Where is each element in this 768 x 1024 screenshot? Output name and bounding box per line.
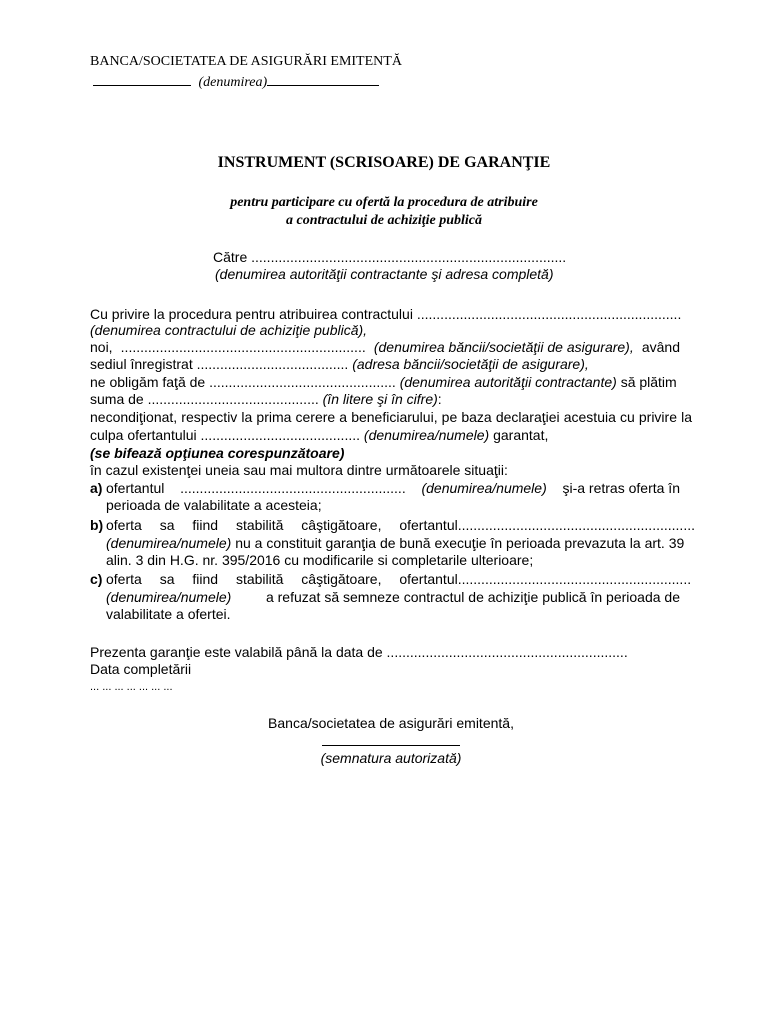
body-line-10: în cazul existenţei uneia sau mai multora dintre următoarele situaţii: [90,462,508,478]
option-a-line-2: perioada de valabilitate a acesteia; [106,497,322,513]
option-c-line-3: valabilitate a ofertei. [106,606,231,622]
option-c-line-2: (denumirea/numele) a refuzat să semneze contractul de achiziţie publică în perioada de [106,589,680,605]
option-b-line-2: (denumirea/numele) nu a constituit garanţia de bună execuţie în perioada prevazuta la art. 39 [106,535,685,551]
issuer-name-line [93,73,379,92]
option-a-label[interactable]: a) [90,480,103,496]
signature-line [322,745,460,746]
signature-issuer: Banca/societatea de asigurări emitentă, [268,715,514,731]
subtitle-line-2: a contractului de achiziţie publică [285,213,482,228]
body-line-4: sediul înregistrat ....................................... (adresa băncii/societăţii de asigurare), [90,356,589,372]
body-line-2: (denumirea contractului de achiziţie publică), [90,322,368,338]
addressee-hint: (denumirea autorităţii contractante şi adresa completă) [215,266,554,282]
issuer-heading: BANCA/SOCIETATEA DE ASIGURĂRI EMITENTĂ [90,54,402,69]
option-instruction: (se bifează opţiunea corespunzătoare) [90,445,345,461]
body-line-3: noi, ............................................................... (denumirea băncii/societăţii de asigurare), având [90,339,680,355]
signature-hint: (semnatura autorizată) [320,750,462,766]
option-c-label[interactable]: c) [90,571,103,587]
option-b-label[interactable]: b) [90,517,104,533]
body-line-1: Cu privire la procedura pentru atribuirea contractului .................................................................... [90,306,682,322]
document-title: INSTRUMENT (SCRISOARE) DE GARANŢIE [217,154,551,171]
body-line-5: ne obligăm faţă de ................................................ (denumirea autorităţii contractante) să plătim [90,374,677,390]
option-b-line-3: alin. 3 din H.G. nr. 395/2016 cu modificarile si completarile ulterioare; [106,552,534,568]
date-completed-label: Data completării [90,661,192,677]
body-line-6: suma de ............................................ (în litere şi în cifre): [90,391,442,407]
date-completed-dots: ... ... ... ... ... ... ... [90,681,173,693]
addressee-label: Către [213,249,248,265]
option-a-line-1: ofertantul .......................................................... (denumirea/numele) şi-a retras oferta în [106,480,680,496]
option-c-line-1: oferta sa fiind stabilită câştigătoare, ofertantul ............................................................ [106,571,692,587]
body-line-8: culpa ofertantului ......................................... (denumirea/numele) garantat, [90,427,549,443]
validity-line: Prezenta garanţie este valabilă până la data de .............................................................. [90,644,628,660]
blank-underline [93,73,191,86]
option-b-line-1: oferta sa fiind stabilită câştigătoare, ofertantul ............................................................. [106,517,695,533]
body-line-7: necondiţionat, respectiv la prima cerere a beneficiarului, pe baza declaraţiei acestuia cu privire la [90,409,692,425]
addressee-line [213,248,566,266]
blank-underline [267,73,379,86]
issuer-name-hint: (denumirea) [198,75,268,90]
addressee-dots: ................................................................................. [251,249,567,265]
subtitle-line-1: pentru participare cu ofertă la procedura de atribuire [230,195,538,210]
